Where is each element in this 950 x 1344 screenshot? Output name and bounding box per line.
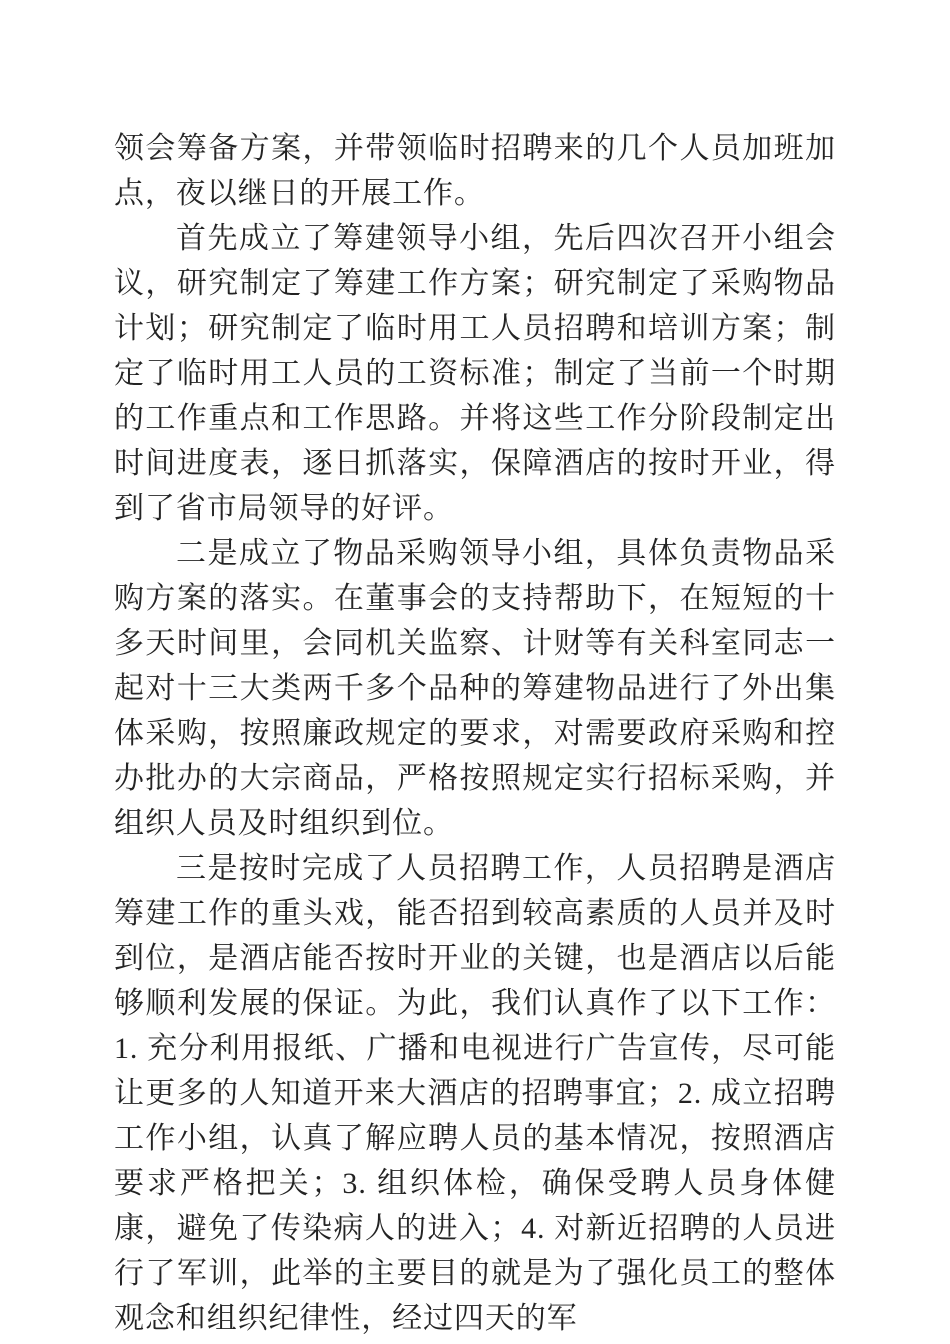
paragraph-3: 二是成立了物品采购领导小组，具体负责物品采购方案的落实。在董事会的支持帮助下，在短短的十多天时间里，会同机关监察、计财等有关科室同志一起对十三大类两千多个品种的筹建物品进行了外出集体采购，按照廉政规定的要求，对需要政府采购和控办批办的大宗商品，严格按照规定实行招标采购，并组织人员及时组织到位。 — [114, 537, 836, 840]
document-text-body — [114, 126, 836, 1341]
paragraph-1: 领会筹备方案，并带领临时招聘来的几个人员加班加点，夜以继日的开展工作。 — [114, 132, 836, 210]
paragraph-2: 首先成立了筹建领导小组，先后四次召开小组会议，研究制定了筹建工作方案；研究制定了采购物品计划；研究制定了临时用工人员招聘和培训方案；制定了临时用工人员的工资标准；制定了当前一个时期的工作重点和工作思路。并将这些工作分阶段制定出时间进度表，逐日抓落实，保障酒店的按时开业，得到了省市局领导的好评。 — [114, 222, 836, 525]
paragraph-4: 三是按时完成了人员招聘工作，人员招聘是酒店筹建工作的重头戏，能否招到较高素质的人员并及时到位，是酒店能否按时开业的关键，也是酒店以后能够顺利发展的保证。为此，我们认真作了以下工作：1. 充分利用报纸、广播和电视进行广告宣传，尽可能让更多的人知道开来大酒店的招聘事宜；2. 成立招聘工作小组，认真了解应聘人员的基本情况，按照酒店要求严格把关；3. 组织体检，确保受聘人员身体健康，避免了传染病人的进入；4. 对新近招聘的人员进行了军训，此举的主要目的就是为了强化员工的整体观念和组织纪律性，经过四天的军 — [114, 852, 836, 1335]
